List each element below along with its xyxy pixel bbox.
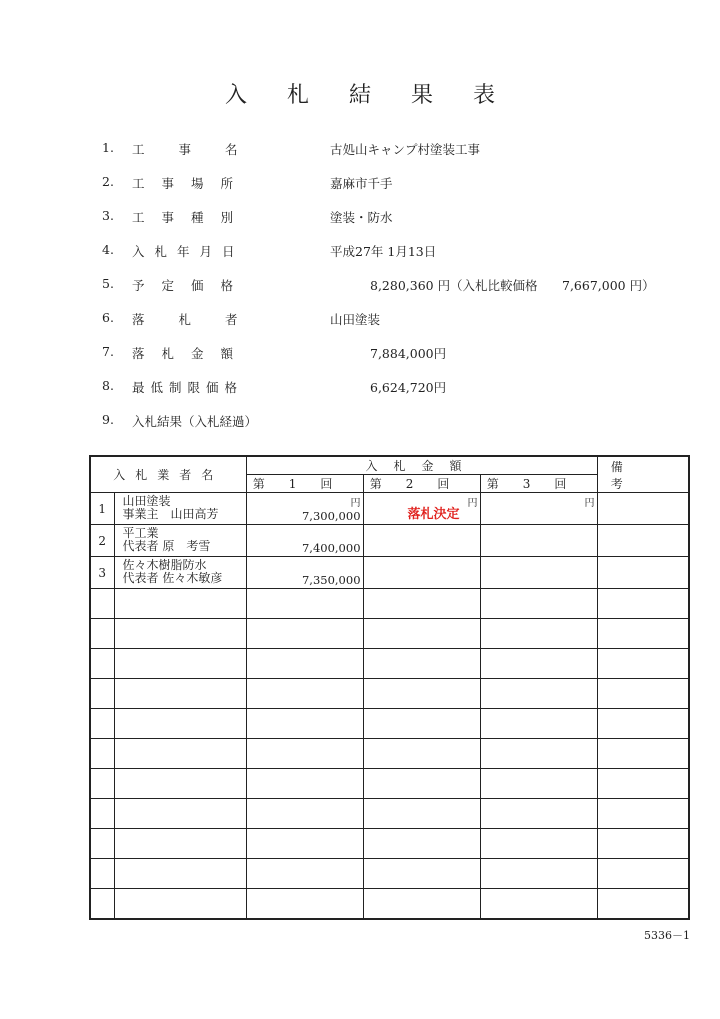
item-value: 山田塗装 xyxy=(330,312,381,327)
remarks-cell xyxy=(597,493,689,525)
item-number: 7. xyxy=(102,344,114,359)
table-row xyxy=(90,557,689,589)
table-row-empty xyxy=(90,679,689,709)
header-bid-amount: 入札金額 xyxy=(246,456,597,475)
table-row-empty xyxy=(90,769,689,799)
item-label xyxy=(132,208,254,226)
header-remarks: 備考 xyxy=(597,456,689,493)
round-3-amount xyxy=(480,493,597,525)
label-text: 最低制限価格 xyxy=(132,380,244,395)
item-value: 嘉麻市千手 xyxy=(330,176,393,191)
item-number: 4. xyxy=(102,242,114,257)
document-title: 入札結果表 xyxy=(224,83,535,108)
table-header-row xyxy=(90,456,689,475)
bidder-representative: 代表者 原 考雪 xyxy=(122,539,211,553)
header-round-1: 第1回 xyxy=(246,475,363,493)
item-label xyxy=(132,174,254,192)
item-label xyxy=(132,140,272,158)
bid-results-table xyxy=(89,455,690,920)
bidder-name: 佐々木樹脂防水 xyxy=(122,558,207,572)
item-number: 8. xyxy=(102,378,114,393)
table-row-empty xyxy=(90,589,689,619)
item-number: 6. xyxy=(102,310,114,325)
table-row-empty xyxy=(90,829,689,859)
yen-unit: 円 xyxy=(584,498,595,509)
row-index: 1 xyxy=(90,493,114,525)
item-value: 古処山キャンプ村塗装工事 xyxy=(330,142,481,157)
comparison-price-value: 7,667,000 円） xyxy=(562,278,655,293)
item-value: 7,884,000円 xyxy=(370,346,447,361)
round-3-amount xyxy=(480,525,597,557)
header-round-3: 第3回 xyxy=(480,475,597,493)
amount-value: 7,400,000 xyxy=(301,541,361,555)
document-code: 5336－1 xyxy=(644,929,690,942)
round-1-amount xyxy=(246,557,363,589)
remarks-cell xyxy=(597,525,689,557)
item-label xyxy=(132,276,254,294)
bidder-cell xyxy=(114,493,246,525)
table-row-empty xyxy=(90,859,689,889)
item-winning-amount xyxy=(102,344,662,364)
item-value: 塗装・防水 xyxy=(330,210,393,225)
label-text: 落札金額 xyxy=(132,346,251,361)
round-1-amount xyxy=(246,493,363,525)
bidder-cell xyxy=(114,525,246,557)
item-label xyxy=(132,344,254,362)
item-label xyxy=(132,378,254,396)
item-winning-bidder xyxy=(102,310,662,330)
item-value: 6,624,720円 xyxy=(370,380,447,395)
table-row-empty xyxy=(90,709,689,739)
item-label xyxy=(132,310,272,328)
item-bid-results xyxy=(102,412,662,432)
item-construction-type xyxy=(102,208,662,228)
bidder-name: 平工業 xyxy=(122,526,159,540)
item-value: 平成27年 1月13日 xyxy=(330,244,437,259)
round-2-amount xyxy=(363,557,480,589)
amount-value: 7,300,000 xyxy=(301,509,361,523)
table-row-empty xyxy=(90,649,689,679)
round-2-amount xyxy=(363,493,480,525)
label-text: 落札者 xyxy=(132,312,272,327)
label-text: 工事名 xyxy=(132,142,272,157)
yen-unit: 円 xyxy=(467,498,478,509)
round-3-amount xyxy=(480,557,597,589)
planned-price-value: 8,280,360 円 xyxy=(370,278,451,293)
label-text: 入札年月日 xyxy=(132,244,245,259)
table-row-empty xyxy=(90,739,689,769)
item-number: 9. xyxy=(102,412,114,427)
item-number: 5. xyxy=(102,276,114,291)
bidder-representative: 代表者 佐々木敏彦 xyxy=(122,571,223,585)
item-label xyxy=(132,242,254,260)
table-row xyxy=(90,493,689,525)
round-2-amount xyxy=(363,525,480,557)
table-row xyxy=(90,525,689,557)
label-text: 入札結果（入札経過） xyxy=(132,414,258,429)
item-number: 3. xyxy=(102,208,114,223)
winning-decision-note: 落札決定 xyxy=(407,507,460,522)
yen-unit: 円 xyxy=(350,498,361,509)
item-number: 2. xyxy=(102,174,114,189)
round-1-amount xyxy=(246,525,363,557)
item-bid-date xyxy=(102,242,662,262)
item-planned-price xyxy=(102,276,662,296)
item-label xyxy=(132,412,258,430)
remarks-cell xyxy=(597,557,689,589)
table-row-empty xyxy=(90,619,689,649)
comparison-price-label: （入札比較価格 xyxy=(450,278,538,293)
item-minimum-price xyxy=(102,378,662,398)
item-number: 1. xyxy=(102,140,114,155)
label-text: 工事場所 xyxy=(132,176,251,191)
header-bidder-name: 入札業者名 xyxy=(90,456,246,493)
label-text: 工事種別 xyxy=(132,210,251,225)
bidder-cell xyxy=(114,557,246,589)
table-row-empty xyxy=(90,889,689,920)
row-index: 3 xyxy=(90,557,114,589)
header-round-2: 第2回 xyxy=(363,475,480,493)
item-construction-name xyxy=(102,140,662,160)
label-text: 予定価格 xyxy=(132,278,251,293)
table-row-empty xyxy=(90,799,689,829)
bidder-representative: 事業主 山田高芳 xyxy=(122,507,219,521)
row-index: 2 xyxy=(90,525,114,557)
bidder-name: 山田塗装 xyxy=(122,494,171,508)
amount-value: 7,350,000 xyxy=(301,573,361,587)
item-construction-site xyxy=(102,174,662,194)
